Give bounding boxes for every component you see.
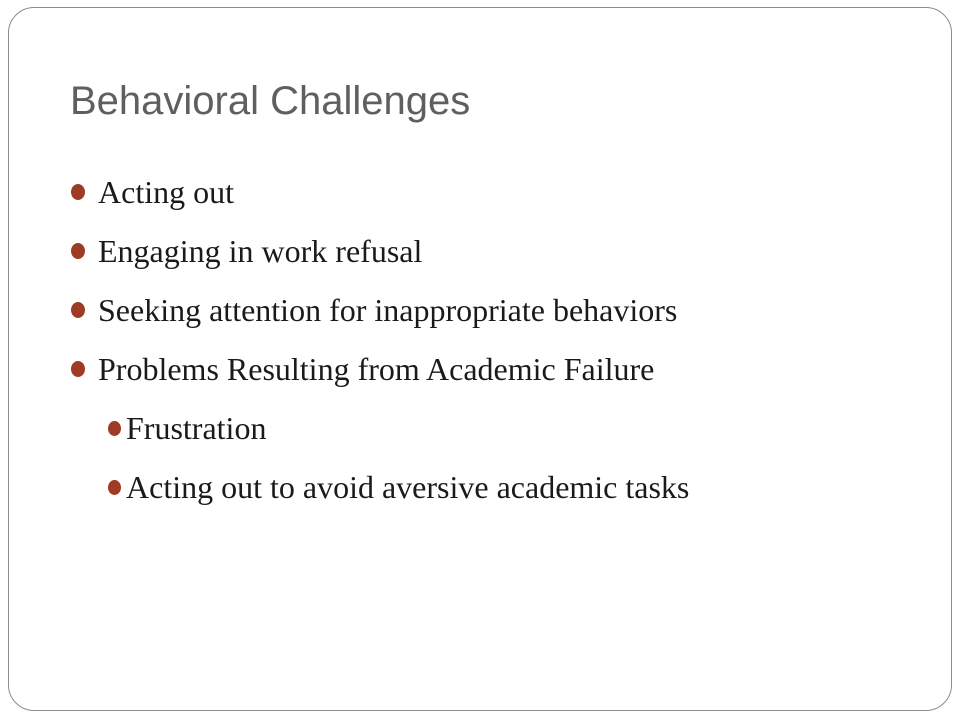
bullet-icon xyxy=(71,243,85,259)
sub-bullet-item xyxy=(71,404,689,463)
bullet-item xyxy=(71,345,689,404)
sub-bullet-text: Acting out to avoid aversive academic tasks xyxy=(126,469,690,505)
sub-bullet-text: Frustration xyxy=(126,410,267,446)
slide xyxy=(8,7,952,711)
bullet-text: Seeking attention for inappropriate behaviors xyxy=(98,292,678,328)
bullet-text: Acting out xyxy=(98,174,234,210)
sub-bullet-item xyxy=(71,463,689,522)
sub-bullet-icon xyxy=(108,421,121,436)
bullet-item xyxy=(71,286,689,345)
bullet-item xyxy=(71,168,689,227)
bullet-icon xyxy=(71,184,85,200)
bullet-list xyxy=(71,168,689,522)
bullet-text: Problems Resulting from Academic Failure xyxy=(98,351,655,387)
bullet-icon xyxy=(71,361,85,377)
bullet-item xyxy=(71,227,689,286)
slide-title: Behavioral Challenges xyxy=(70,79,471,123)
bullet-text: Engaging in work refusal xyxy=(98,233,423,269)
sub-bullet-icon xyxy=(108,480,121,495)
bullet-icon xyxy=(71,302,85,318)
